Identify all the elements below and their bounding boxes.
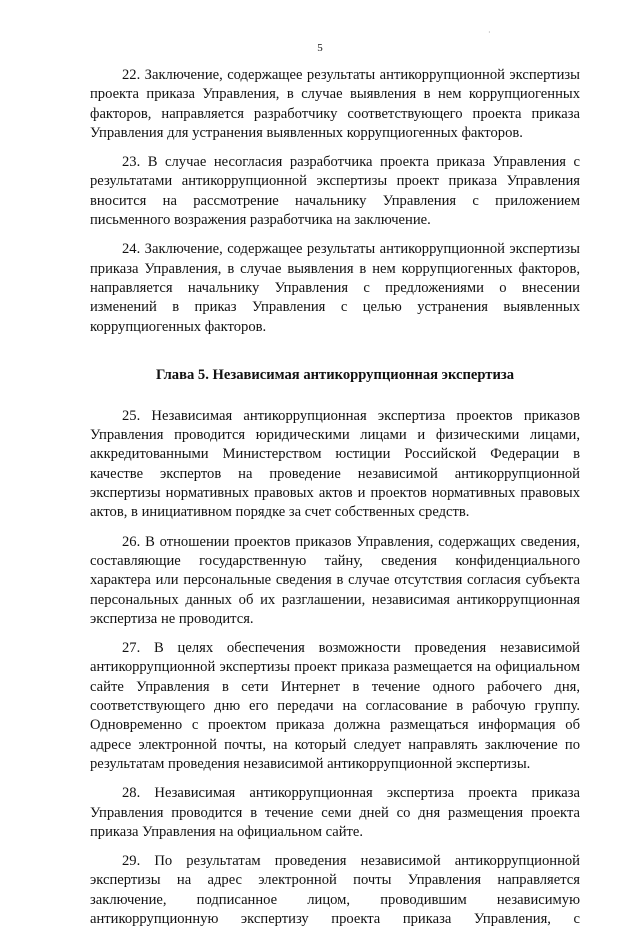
document-body (90, 66, 580, 929)
paragraph-24: 24. Заключение, содержащее результаты антикоррупционной экспертизы приказа Управления, в случае выявления в нем коррупциогенных факторов, направляется начальнику Управления с предложениями о внесении изменений в приказ Управления с целью устранения выявленных коррупциогенных факторов. (90, 241, 580, 335)
paragraph-28: 28. Независимая антикоррупционная экспертиза проекта приказа Управления проводится в течение семи дней со дня размещения проекта приказа Управления на официальном сайте. (90, 785, 580, 840)
page-number: 5 (317, 42, 323, 54)
paragraph-25: 25. Независимая антикоррупционная экспертиза проектов приказов Управления проводится юридическими лицами и физическими лицами, аккредитованными Министерством юстиции Российской Федерации в качестве экспертов на проведение независимой антикоррупционной экспертизы нормативных правовых актов и проектов нормативных правовых актов, в инициативном порядке за счет собственных средств. (90, 407, 580, 521)
paragraph-26: 26. В отношении проектов приказов Управления, содержащих сведения, составляющие государственную тайну, сведения конфиденциального характера или персональные сведения в случае отсутствия согласия субъекта персональных данных об их разглашении, независимая антикоррупционная экспертиза не проводится. (90, 533, 580, 627)
scan-mark: · (488, 28, 491, 37)
paragraph-27: 27. В целях обеспечения возможности проведения независимой антикоррупционной экспертизы проект приказа размещается на официальном сайте Управления в сети Интернет в течение одного рабочего дня, соответствующего дню его передачи на согласование в рабочую группу. Одновременно с проектом приказа должна размещаться информация об адресе электронной почты, на который следует направлять заключение по результатам проведения независимой антикоррупционной экспертизы. (90, 640, 580, 772)
paragraph-23: 23. В случае несогласия разработчика проекта приказа Управления с результатами антикоррупционной экспертизы проект приказа Управления вносится на рассмотрение начальнику Управления с приложением письменного возражения разработчика на заключение. (90, 154, 580, 229)
paragraph-22: 22. Заключение, содержащее результаты антикоррупционной экспертизы проекта приказа Управления, в случае выявления в нем коррупциогенных факторов, направляется разработчику соответствующего проекта приказа Управления для устранения выявленных коррупциогенных факторов. (90, 67, 580, 141)
chapter-title: Глава 5. Независимая антикоррупционная экспертиза (155, 366, 515, 383)
paragraph-29: 29. По результатам проведения независимой антикоррупционной экспертизы на адрес электронной почты Управления направляется заключение, подписанное лицом, проводившим независимую антикоррупционную экспертизу проекта приказа Управления, с (90, 853, 580, 927)
